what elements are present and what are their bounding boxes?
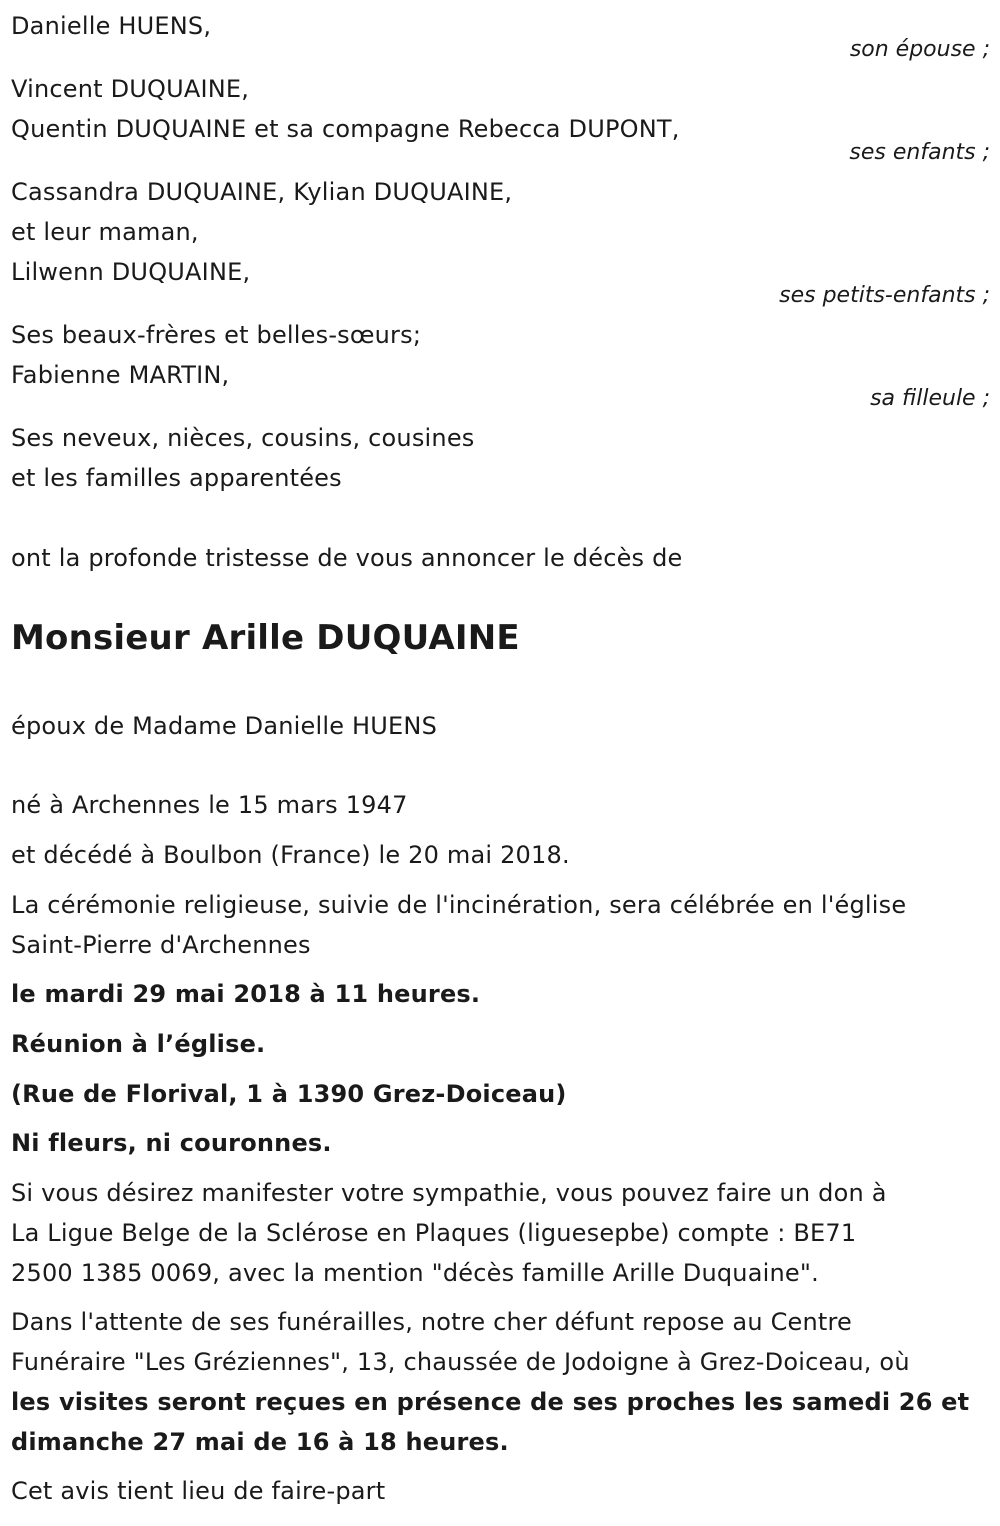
- ceremony-address: (Rue de Florival, 1 à 1390 Grez-Doiceau): [11, 1080, 567, 1108]
- goddaughter-relation: sa filleule ;: [870, 386, 990, 411]
- visits-line-1: Dans l'attente de ses funérailles, notre cher défunt repose au Centre: [11, 1308, 853, 1336]
- donation-line-1: Si vous désirez manifester votre sympathie, vous pouvez faire un don à: [11, 1179, 887, 1207]
- birth-line: né à Archennes le 15 mars 1947: [11, 791, 408, 819]
- announcement-text: ont la profonde tristesse de vous annoncer le décès de: [11, 544, 683, 572]
- donation-line-2: La Ligue Belge de la Sclérose en Plaques (liguesepbe) compte : BE71: [11, 1219, 857, 1247]
- ceremony-date: le mardi 29 mai 2018 à 11 heures.: [11, 980, 481, 1008]
- visits-line-3: les visites seront reçues en présence de ses proches les samedi 26 et: [11, 1388, 970, 1416]
- ceremony-line-1: La cérémonie religieuse, suivie de l'incinération, sera célébrée en l'église: [11, 891, 907, 919]
- spouse-of-line: époux de Madame Danielle HUENS: [11, 712, 438, 740]
- child-line-1: Vincent DUQUAINE,: [11, 75, 250, 103]
- relatives-line-2: et les familles apparentées: [11, 464, 342, 492]
- relatives-line-1: Ses neveux, nièces, cousins, cousines: [11, 424, 475, 452]
- grandchildren-relation: ses petits-enfants ;: [779, 283, 990, 308]
- closing-line: Cet avis tient lieu de faire-part: [11, 1477, 386, 1505]
- grandchild-line-3: Lilwenn DUQUAINE,: [11, 258, 251, 286]
- no-flowers-line: Ni fleurs, ni couronnes.: [11, 1129, 332, 1157]
- inlaws-line: Ses beaux-frères et belles-sœurs;: [11, 321, 422, 349]
- goddaughter-name: Fabienne MARTIN,: [11, 361, 230, 389]
- visits-line-4: dimanche 27 mai de 16 à 18 heures.: [11, 1428, 509, 1456]
- children-relation: ses enfants ;: [849, 140, 990, 165]
- deceased-name: Monsieur Arille DUQUAINE: [11, 618, 520, 658]
- spouse-relation: son épouse ;: [849, 37, 990, 62]
- child-line-2: Quentin DUQUAINE et sa compagne Rebecca DUPONT,: [11, 115, 680, 143]
- death-line: et décédé à Boulbon (France) le 20 mai 2018.: [11, 841, 570, 869]
- ceremony-line-2: Saint-Pierre d'Archennes: [11, 931, 311, 959]
- spouse-name: Danielle HUENS,: [11, 12, 212, 40]
- grandchild-line-2: et leur maman,: [11, 218, 199, 246]
- grandchild-line-1: Cassandra DUQUAINE, Kylian DUQUAINE,: [11, 178, 513, 206]
- ceremony-meeting: Réunion à l’église.: [11, 1030, 266, 1058]
- visits-line-2: Funéraire "Les Gréziennes", 13, chaussée de Jodoigne à Grez-Doiceau, où: [11, 1348, 910, 1376]
- donation-line-3: 2500 1385 0069, avec la mention "décès famille Arille Duquaine".: [11, 1259, 819, 1287]
